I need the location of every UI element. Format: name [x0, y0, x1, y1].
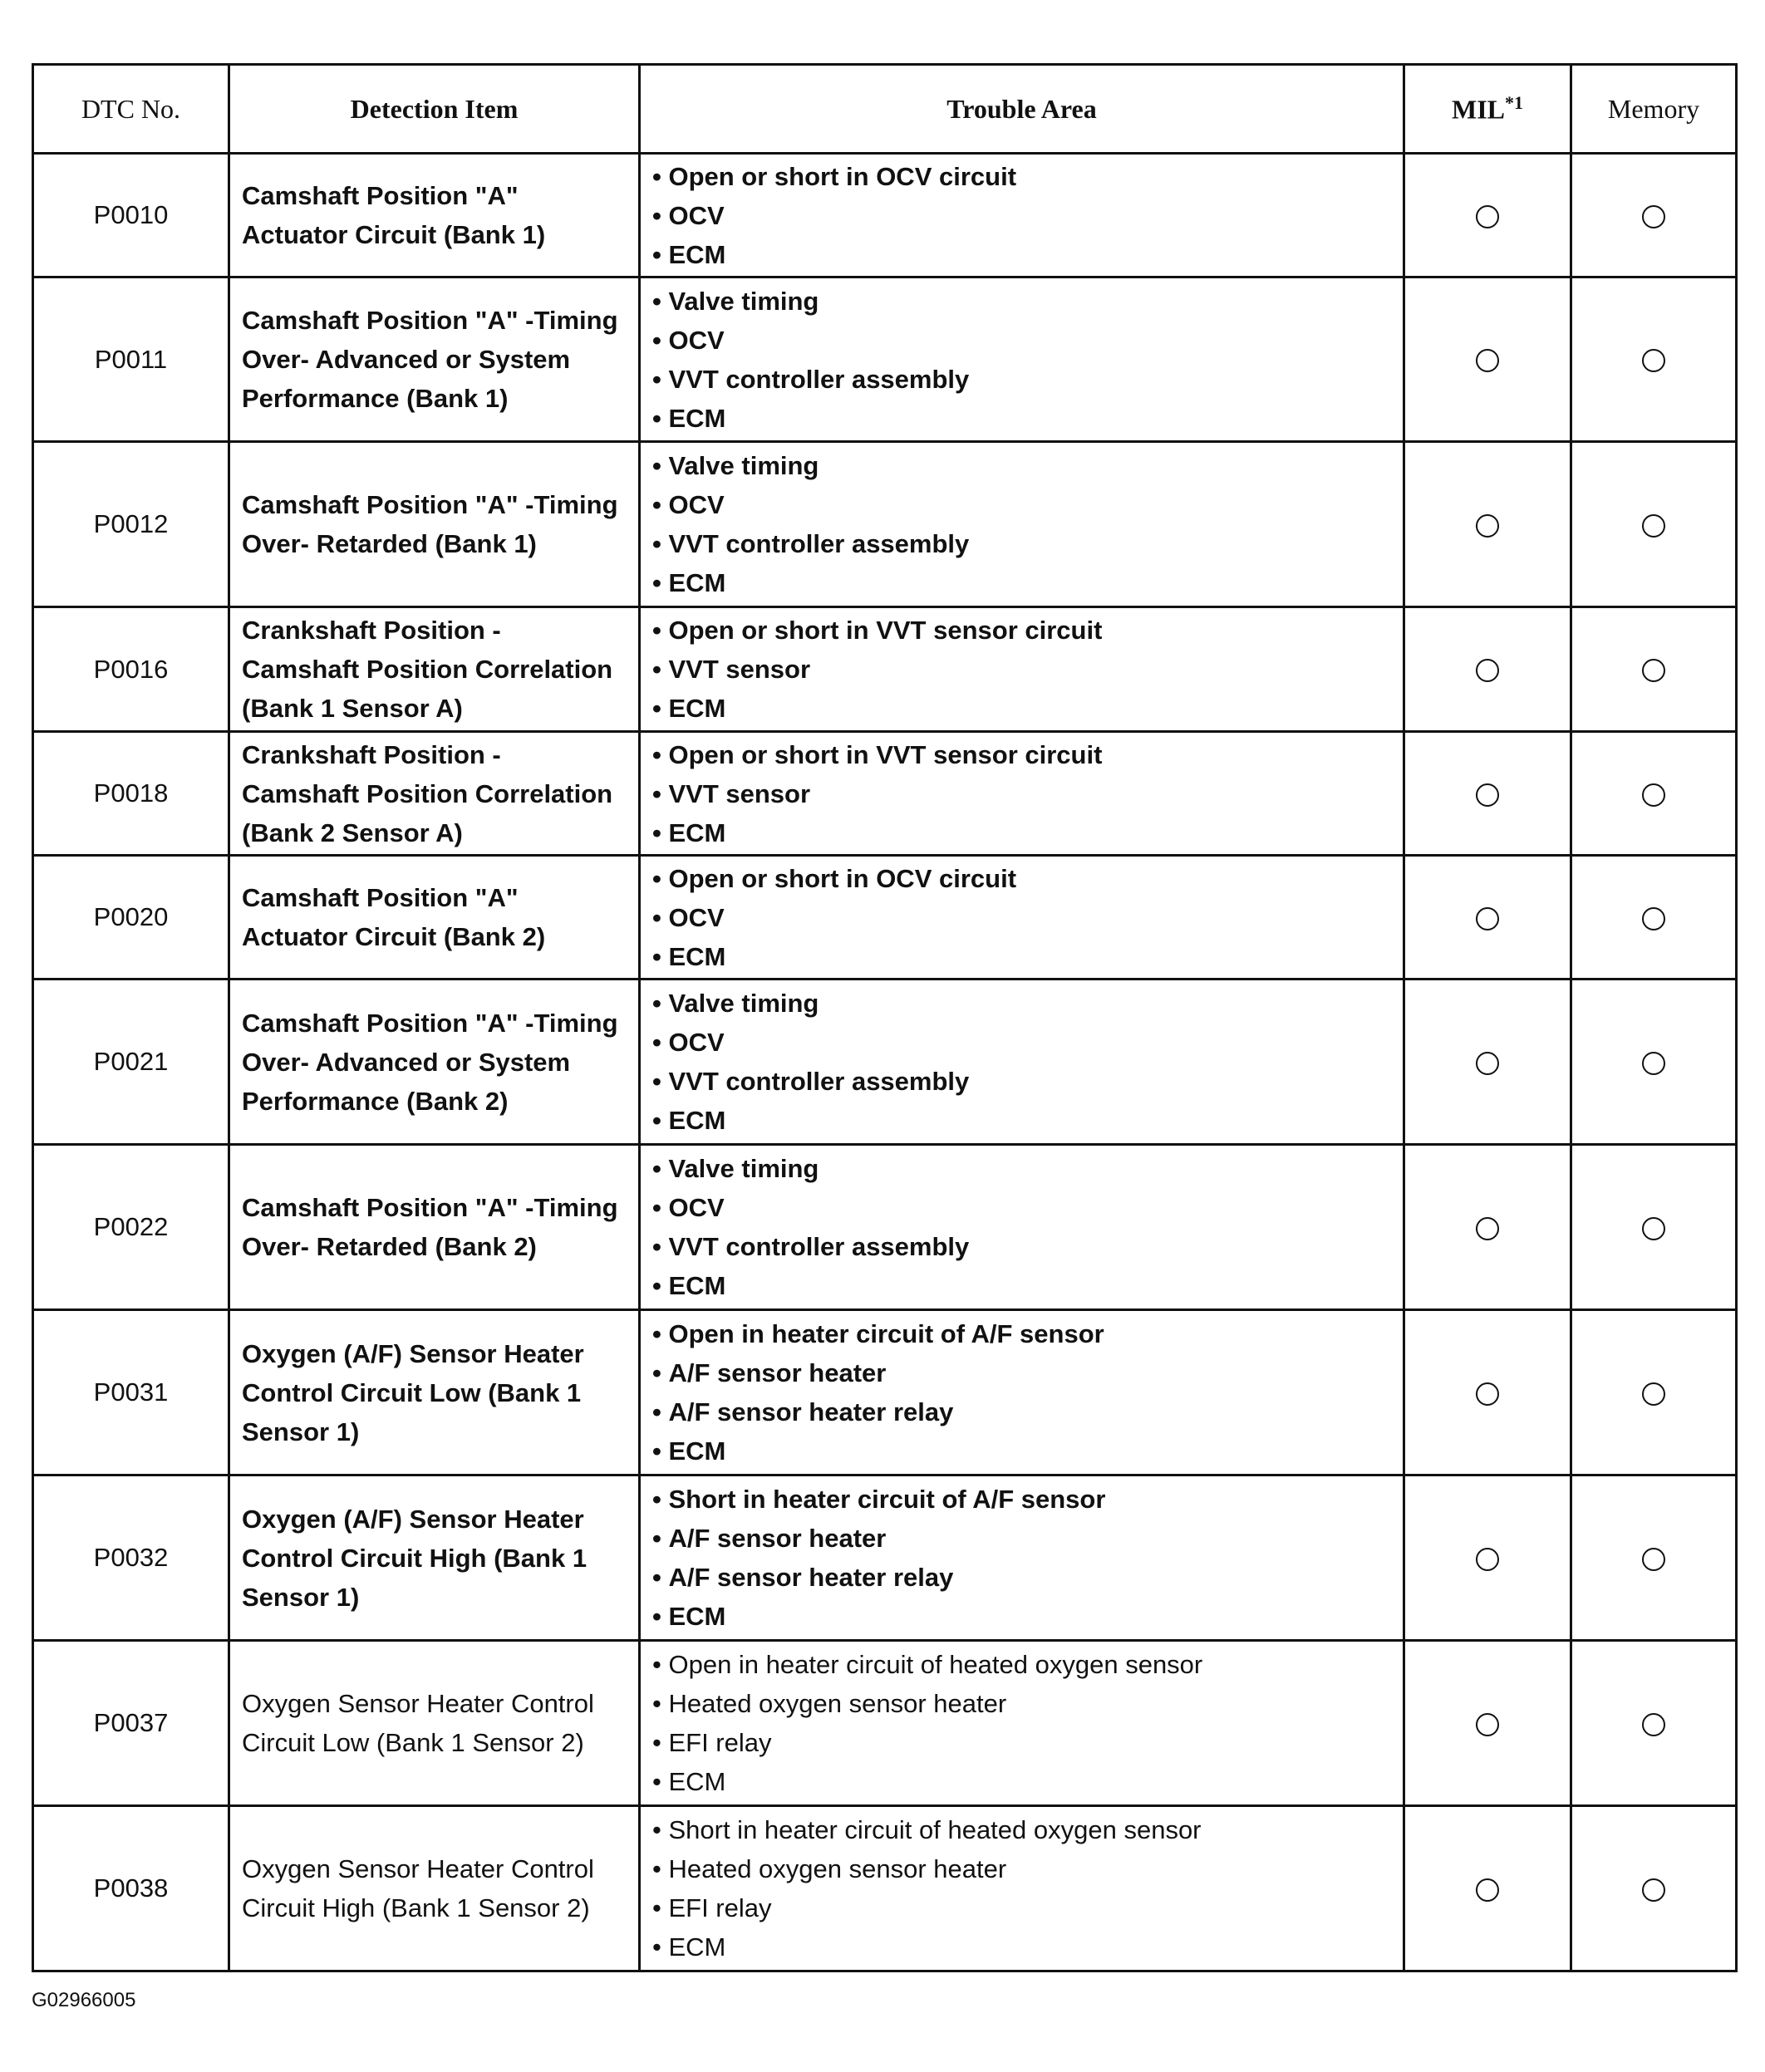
circle-icon	[1642, 514, 1665, 538]
trouble-area-list	[652, 1149, 1403, 1305]
mil-indicator	[1404, 442, 1571, 607]
trouble-area-list	[652, 735, 1403, 852]
dtc-code: P0022	[33, 1145, 229, 1310]
header-mil	[1404, 65, 1571, 154]
header-trouble-area: Trouble Area	[640, 65, 1404, 154]
mil-indicator	[1404, 1475, 1571, 1641]
detection-item: Crankshaft Position - Camshaft Position Correlation (Bank 1 Sensor A)	[229, 607, 640, 732]
table-row	[33, 732, 1737, 856]
trouble-area-item: • ECM	[652, 563, 1403, 602]
dtc-code: P0011	[33, 277, 229, 442]
mil-indicator	[1404, 607, 1571, 732]
trouble-area-list	[652, 1480, 1403, 1636]
trouble-area-item: • ECM	[652, 1597, 1403, 1636]
trouble-area-item: • ECM	[652, 1927, 1403, 1966]
trouble-area-list	[652, 282, 1403, 438]
memory-indicator	[1571, 1641, 1737, 1806]
trouble-area-item: • Valve timing	[652, 1149, 1403, 1188]
trouble-area	[640, 980, 1404, 1145]
memory-indicator	[1571, 277, 1737, 442]
memory-indicator	[1571, 154, 1737, 277]
trouble-area-item: • VVT controller assembly	[652, 524, 1403, 563]
dtc-code: P0038	[33, 1806, 229, 1971]
trouble-area-item: • OCV	[652, 898, 1403, 937]
trouble-area-item: • Heated oxygen sensor heater	[652, 1849, 1403, 1888]
trouble-area-item: • OCV	[652, 1023, 1403, 1062]
trouble-area-item: • Short in heater circuit of heated oxygen sensor	[652, 1810, 1403, 1849]
circle-icon	[1476, 1713, 1499, 1736]
trouble-area-item: • Valve timing	[652, 282, 1403, 321]
trouble-area-item: • ECM	[652, 1101, 1403, 1140]
trouble-area	[640, 442, 1404, 607]
trouble-area-item: • Valve timing	[652, 446, 1403, 485]
circle-icon	[1642, 1878, 1665, 1902]
circle-icon	[1476, 514, 1499, 538]
dtc-code: P0010	[33, 154, 229, 277]
trouble-area	[640, 1145, 1404, 1310]
circle-icon	[1642, 907, 1665, 930]
trouble-area-item: • Short in heater circuit of A/F sensor	[652, 1480, 1403, 1519]
mil-indicator	[1404, 1310, 1571, 1475]
trouble-area-list	[652, 446, 1403, 602]
mil-indicator	[1404, 1806, 1571, 1971]
circle-icon	[1476, 1382, 1499, 1406]
circle-icon	[1476, 1217, 1499, 1240]
detection-item: Camshaft Position "A" -Timing Over- Advanced or System Performance (Bank 1)	[229, 277, 640, 442]
circle-icon	[1642, 1382, 1665, 1406]
circle-icon	[1642, 1217, 1665, 1240]
trouble-area-item: • A/F sensor heater relay	[652, 1558, 1403, 1597]
detection-item: Oxygen (A/F) Sensor Heater Control Circuit High (Bank 1 Sensor 1)	[229, 1475, 640, 1641]
table-row	[33, 442, 1737, 607]
memory-indicator	[1571, 607, 1737, 732]
trouble-area-item: • ECM	[652, 689, 1403, 728]
trouble-area	[640, 607, 1404, 732]
dtc-code: P0020	[33, 856, 229, 980]
trouble-area-item: • EFI relay	[652, 1888, 1403, 1927]
circle-icon	[1476, 783, 1499, 807]
table-row	[33, 980, 1737, 1145]
circle-icon	[1642, 659, 1665, 682]
trouble-area-item: • A/F sensor heater	[652, 1353, 1403, 1392]
trouble-area-list	[652, 1645, 1403, 1801]
dtc-table	[32, 63, 1738, 1972]
trouble-area-item: • VVT sensor	[652, 774, 1403, 813]
trouble-area-item: • ECM	[652, 1431, 1403, 1471]
circle-icon	[1476, 205, 1499, 228]
trouble-area	[640, 1806, 1404, 1971]
trouble-area	[640, 1641, 1404, 1806]
trouble-area-item: • VVT controller assembly	[652, 1062, 1403, 1101]
trouble-area-item: • Open or short in VVT sensor circuit	[652, 611, 1403, 650]
dtc-code: P0037	[33, 1641, 229, 1806]
header-memory: Memory	[1571, 65, 1737, 154]
detection-item: Oxygen Sensor Heater Control Circuit High (Bank 1 Sensor 2)	[229, 1806, 640, 1971]
trouble-area	[640, 277, 1404, 442]
trouble-area-item: • A/F sensor heater relay	[652, 1392, 1403, 1431]
detection-item: Camshaft Position "A" Actuator Circuit (Bank 2)	[229, 856, 640, 980]
trouble-area-item: • Open or short in VVT sensor circuit	[652, 735, 1403, 774]
trouble-area-item: • Open in heater circuit of heated oxygen sensor	[652, 1645, 1403, 1684]
circle-icon	[1476, 659, 1499, 682]
mil-indicator	[1404, 277, 1571, 442]
table-row	[33, 607, 1737, 732]
memory-indicator	[1571, 1310, 1737, 1475]
trouble-area-item: • Heated oxygen sensor heater	[652, 1684, 1403, 1723]
detection-item: Camshaft Position "A" -Timing Over- Retarded (Bank 2)	[229, 1145, 640, 1310]
table-row	[33, 1475, 1737, 1641]
trouble-area-item: • A/F sensor heater	[652, 1519, 1403, 1558]
table-header-row	[33, 65, 1737, 154]
trouble-area-item: • ECM	[652, 1266, 1403, 1305]
header-dtc-no: DTC No.	[33, 65, 229, 154]
table-row	[33, 1806, 1737, 1971]
dtc-code: P0021	[33, 980, 229, 1145]
circle-icon	[1476, 1548, 1499, 1571]
circle-icon	[1642, 1713, 1665, 1736]
circle-icon	[1642, 1548, 1665, 1571]
table-row	[33, 154, 1737, 277]
table-body	[33, 154, 1737, 1971]
table-row	[33, 1641, 1737, 1806]
trouble-area-item: • Valve timing	[652, 984, 1403, 1023]
mil-indicator	[1404, 1145, 1571, 1310]
table-row	[33, 1145, 1737, 1310]
detection-item: Camshaft Position "A" -Timing Over- Advanced or System Performance (Bank 2)	[229, 980, 640, 1145]
detection-item: Camshaft Position "A" Actuator Circuit (Bank 1)	[229, 154, 640, 277]
trouble-area-item: • ECM	[652, 1762, 1403, 1801]
mil-indicator	[1404, 856, 1571, 980]
mil-indicator	[1404, 154, 1571, 277]
header-mil-label: MIL	[1452, 94, 1505, 125]
memory-indicator	[1571, 732, 1737, 856]
header-mil-footnote: *1	[1505, 92, 1523, 114]
trouble-area-item: • OCV	[652, 1188, 1403, 1227]
table-row	[33, 277, 1737, 442]
memory-indicator	[1571, 1145, 1737, 1310]
dtc-code: P0031	[33, 1310, 229, 1475]
trouble-area-item: • VVT controller assembly	[652, 360, 1403, 399]
trouble-area-item: • OCV	[652, 321, 1403, 360]
detection-item: Crankshaft Position - Camshaft Position Correlation (Bank 2 Sensor A)	[229, 732, 640, 856]
memory-indicator	[1571, 1806, 1737, 1971]
circle-icon	[1642, 783, 1665, 807]
circle-icon	[1642, 205, 1665, 228]
trouble-area-list	[652, 157, 1403, 274]
trouble-area-list	[652, 611, 1403, 728]
trouble-area-list	[652, 859, 1403, 976]
trouble-area-item: • ECM	[652, 399, 1403, 438]
mil-indicator	[1404, 980, 1571, 1145]
circle-icon	[1476, 1052, 1499, 1075]
trouble-area-item: • OCV	[652, 485, 1403, 524]
memory-indicator	[1571, 442, 1737, 607]
trouble-area	[640, 856, 1404, 980]
trouble-area-list	[652, 1314, 1403, 1471]
dtc-code: P0018	[33, 732, 229, 856]
trouble-area-item: • OCV	[652, 196, 1403, 235]
trouble-area-item: • EFI relay	[652, 1723, 1403, 1762]
trouble-area-item: • ECM	[652, 235, 1403, 274]
trouble-area	[640, 1310, 1404, 1475]
circle-icon	[1476, 1878, 1499, 1902]
figure-id: G02966005	[32, 1989, 136, 2011]
circle-icon	[1642, 349, 1665, 372]
memory-indicator	[1571, 856, 1737, 980]
trouble-area-item: • VVT sensor	[652, 650, 1403, 689]
trouble-area	[640, 1475, 1404, 1641]
table-row	[33, 1310, 1737, 1475]
trouble-area-item: • ECM	[652, 813, 1403, 852]
trouble-area	[640, 732, 1404, 856]
trouble-area-item: • ECM	[652, 937, 1403, 976]
trouble-area-item: • Open or short in OCV circuit	[652, 859, 1403, 898]
mil-indicator	[1404, 732, 1571, 856]
circle-icon	[1642, 1052, 1665, 1075]
trouble-area-list	[652, 984, 1403, 1140]
circle-icon	[1476, 907, 1499, 930]
circle-icon	[1476, 349, 1499, 372]
memory-indicator	[1571, 980, 1737, 1145]
trouble-area-item: • Open in heater circuit of A/F sensor	[652, 1314, 1403, 1353]
detection-item: Oxygen Sensor Heater Control Circuit Low (Bank 1 Sensor 2)	[229, 1641, 640, 1806]
dtc-code: P0032	[33, 1475, 229, 1641]
detection-item: Oxygen (A/F) Sensor Heater Control Circuit Low (Bank 1 Sensor 1)	[229, 1310, 640, 1475]
dtc-code: P0016	[33, 607, 229, 732]
memory-indicator	[1571, 1475, 1737, 1641]
detection-item: Camshaft Position "A" -Timing Over- Retarded (Bank 1)	[229, 442, 640, 607]
table-row	[33, 856, 1737, 980]
trouble-area-list	[652, 1810, 1403, 1966]
trouble-area-item: • VVT controller assembly	[652, 1227, 1403, 1266]
trouble-area	[640, 154, 1404, 277]
mil-indicator	[1404, 1641, 1571, 1806]
trouble-area-item: • Open or short in OCV circuit	[652, 157, 1403, 196]
header-detection-item: Detection Item	[229, 65, 640, 154]
dtc-code: P0012	[33, 442, 229, 607]
